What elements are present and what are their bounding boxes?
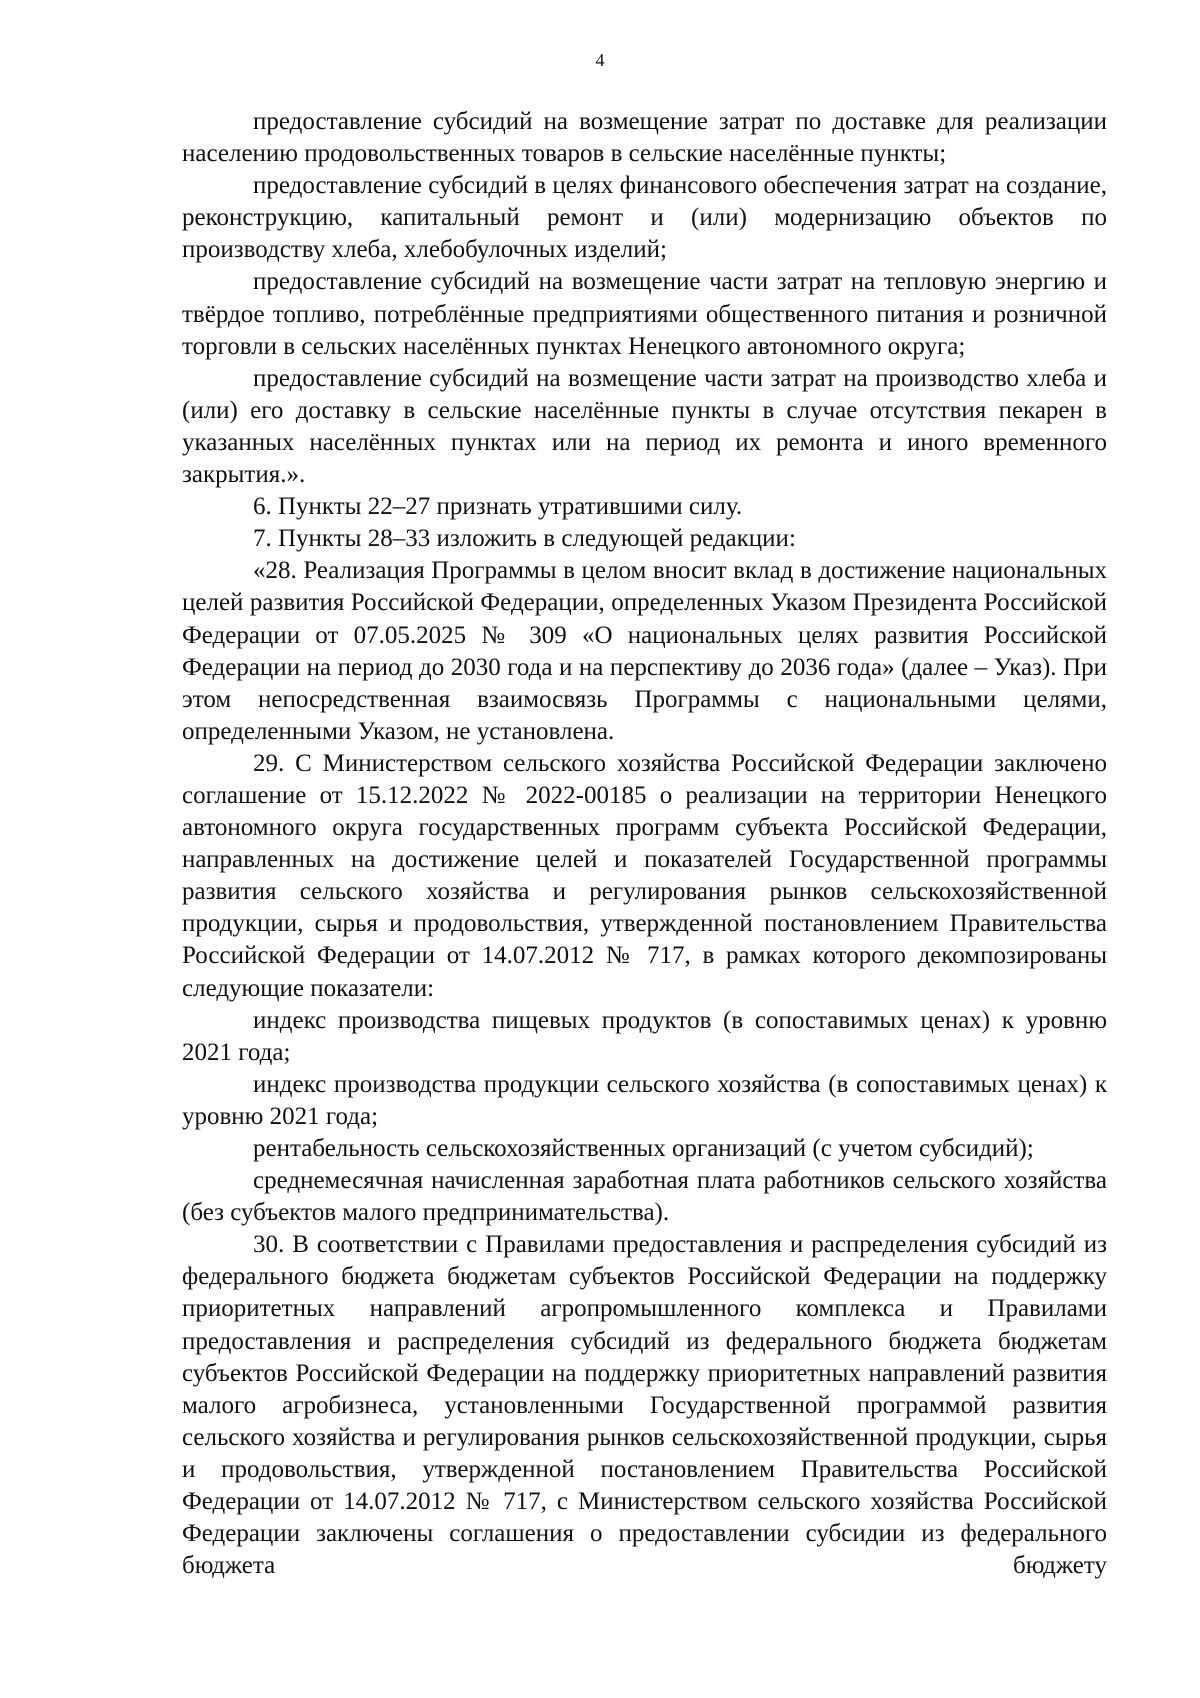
document-body <box>182 106 1107 1582</box>
paragraph-subsidy-bread-production: предоставление субсидий на возмещение части затрат на производство хлеба и (или) его доставку в сельские населённые пункты в случае отсутствия пекарен в указанных населённых пунктах или на период их ремонта и иного временного закрытия.». <box>182 364 1107 489</box>
paragraph-item-6: 6. Пункты 22–27 признать утратившими силу. <box>253 493 743 521</box>
paragraph-indicator-agri-index: индекс производства продукции сельского хозяйства (в сопоставимых ценах) к уровню 2021 года; <box>182 1070 1107 1130</box>
paragraph-subsidy-bread-facilities: предоставление субсидий в целях финансового обеспечения затрат на создание, реконструкцию, капитальный ремонт и (или) модернизацию объектов по производству хлеба, хлебобулочных изделий; <box>182 172 1107 264</box>
page-number: 4 <box>595 50 605 70</box>
paragraph-subsidy-delivery: предоставление субсидий на возмещение затрат по доставке для реализации населению продовольственных товаров в сельские населённые пункты; <box>182 108 1107 168</box>
paragraph-item-7: 7. Пункты 28–33 изложить в следующей редакции: <box>253 525 796 553</box>
paragraph-indicator-profitability: рентабельность сельскохозяйственных организаций (с учетом субсидий); <box>253 1135 1034 1162</box>
paragraph-indicator-salary: среднемесячная начисленная заработная плата работников сельского хозяйства (без субъектов малого предпринимательства). <box>182 1167 1107 1227</box>
paragraph-point-29: 29. С Министерством сельского хозяйства Российской Федерации заключено соглашение от 15.12.2022 № 2022-00185 о реализации на территории Ненецкого автономного округа государственных программ субъекта Российской Федерации, направленных на достижение целей и показателей Государственной программы развития сельского хозяйства и регулирования рынков сельскохозяйственной продукции, сырья и продовольствия, утвержденной постановлением Правительства Российской Федерации от 14.07.2012 № 717, в рамках которого декомпозированы следующие показатели: <box>182 749 1107 1002</box>
paragraph-point-28: «28. Реализация Программы в целом вносит вклад в достижение национальных целей развития Российской Федерации, определенных Указом Президента Российской Федерации от 07.05.2025 № 309 «О национальных целях развития Российской Федерации на период до 2030 года и на перспективу до 2036 года» (далее – Указ). При этом непосредственная взаимосвязь Программы с национальными целями, определенными Указом, не установлена. <box>182 557 1107 745</box>
paragraph-indicator-food-index: индекс производства пищевых продуктов (в сопоставимых ценах) к уровню 2021 года; <box>182 1006 1107 1066</box>
paragraph-point-30: 30. В соответствии с Правилами предоставления и распределения субсидий из федерального бюджета бюджетам субъектов Российской Федерации на поддержку приоритетных направлений агропромышленного комплекса и Правилами предоставления и распределения субсидий из федерального бюджета бюджетам субъектов Российской Федерации на поддержку приоритетных направлений развития малого агробизнеса, установленными Государственной программой развития сельского хозяйства и регулирования рынков сельскохозяйственной продукции, сырья и продовольствия, утвержденной постановлением Правительства Российской Федерации от 14.07.2012 № 717, с Министерством сельского хозяйства Российской Федерации заключены соглашения о предоставлении субсидии из федерального бюджета бюджету <box>182 1231 1107 1580</box>
paragraph-subsidy-heat-energy: предоставление субсидий на возмещение части затрат на тепловую энергию и твёрдое топливо, потреблённые предприятиями общественного питания и розничной торговли в сельских населённых пунктах Ненецкого автономного округа; <box>182 268 1107 360</box>
